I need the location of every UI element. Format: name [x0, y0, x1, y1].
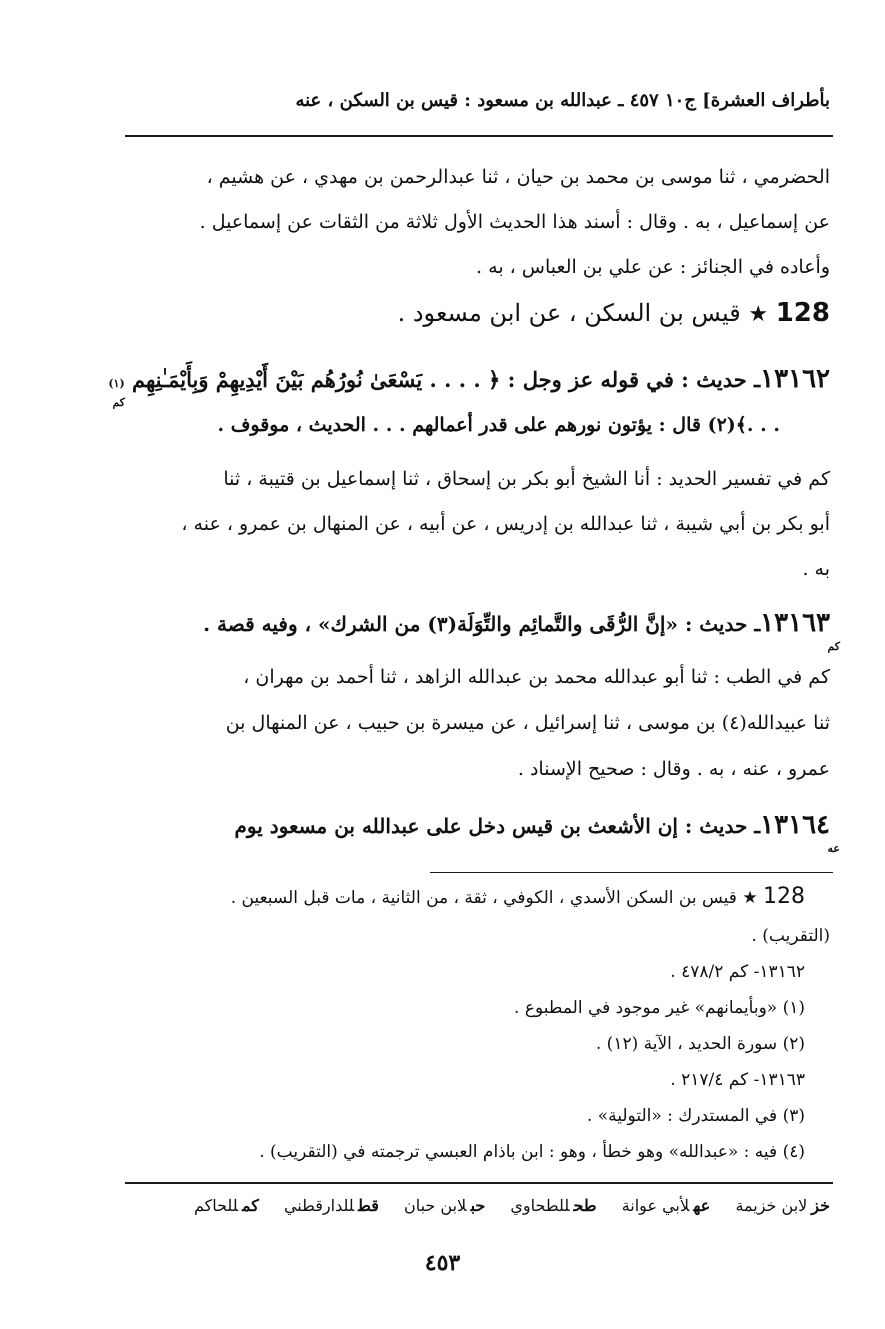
- body-line: ثنا عبيدالله(٤) بن موسى ، ثنا إسرائيل ، عن ميسرة بن حبيب ، عن المنهال بن: [225, 712, 830, 734]
- source-tag: كم: [112, 396, 125, 409]
- body-line: به .: [802, 558, 830, 580]
- page-number: ٤٥٣: [424, 1250, 461, 1276]
- section-title: قيس بن السكن ، عن ابن مسعود .: [397, 299, 741, 327]
- hadith-number: ١٣١٦٢: [760, 364, 830, 394]
- hadith-heading: [203, 610, 830, 636]
- body-line: عن إسماعيل ، به . وقال : أسند هذا الحديث الأول ثلاثة من الثقات عن إسماعيل .: [199, 211, 830, 233]
- source-tag: كم: [827, 640, 840, 653]
- hadith-text: ـ حديث : في قوله عز وجل : ﴿ . . . . يَسْعَىٰ نُورُهُم بَيْنَ أَيْدِيهِمْ وَبِأَيْمَـٰنِهِم: [131, 367, 761, 392]
- abbreviation-item: عهلأبي عوانة: [621, 1196, 711, 1215]
- body-line: كم في الطب : ثنا أبو عبدالله محمد بن عبدالله الزاهد ، ثنا أحمد بن مهران ،: [243, 666, 830, 688]
- abbreviation-item: طحللطحاوي: [510, 1196, 597, 1215]
- abbreviation-key: [174, 1196, 830, 1215]
- abbreviation-item: خزلابن خزيمة: [735, 1196, 830, 1215]
- running-header: بأطراف العشرة] ج١٠ ٤٥٧ ـ عبدالله بن مسعود : قيس بن السكن ، عنه: [295, 90, 830, 111]
- footnote-line: (١) «وبأيمانهم» غير موجود في المطبوع .: [514, 998, 805, 1018]
- star-icon: ★: [748, 302, 769, 327]
- hadith-heading: [108, 366, 830, 392]
- footnote-line: (٣) في المستدرك : «التولية» .: [586, 1106, 805, 1126]
- hadith-text: . . .﴾(٢) قال : يؤتون نورهم على قدر أعمالهم . . . الحديث ، موقوف .: [217, 414, 780, 436]
- footnote-text: قيس بن السكن الأسدي ، الكوفي ، ثقة ، من الثانية ، مات قبل السبعين .: [230, 888, 737, 908]
- footnote-marker: (١): [108, 377, 125, 390]
- body-line: الحضرمي ، ثنا موسى بن محمد بن حيان ، ثنا عبدالرحمن بن مهدي ، عن هشيم ،: [206, 166, 830, 188]
- hadith-number: ١٣١٦٣: [760, 608, 830, 638]
- hadith-text: ـ حديث : «إنَّ الرُّقَى والتَّمائِم والتِّوَلَة(٣) من الشرك» ، وفيه قصة .: [203, 612, 761, 636]
- section-number: 128: [775, 298, 830, 328]
- footnote-line: ١٣١٦٢- كم ٤٧٨/٢ .: [670, 962, 805, 982]
- hadith-text: ـ حديث : إن الأشعث بن قيس دخل على عبدالله بن مسعود يوم: [234, 814, 761, 838]
- abbreviation-item: حبلابن حبان: [403, 1196, 486, 1215]
- hadith-number: ١٣١٦٤: [760, 810, 830, 840]
- footnote-line: [231, 886, 805, 908]
- hadith-heading: [235, 812, 830, 838]
- footnote-rule: [430, 872, 833, 873]
- abbreviation-item: كمللحاكم: [193, 1196, 259, 1215]
- body-line: وأعاده في الجنائز : عن علي بن العباس ، به .: [476, 256, 830, 278]
- header-rule: [125, 135, 833, 137]
- footnote-line: (٤) فيه : «عبدالله» وهو خطأ ، وهو : ابن باذام العبسي ترجمته في (التقريب) .: [259, 1142, 805, 1162]
- source-tag: عه: [827, 842, 840, 855]
- footnote-line: (التقريب) .: [751, 926, 830, 946]
- section-heading: [398, 300, 830, 326]
- star-icon: ★: [742, 888, 758, 908]
- body-line: كم في تفسير الحديد : أنا الشيخ أبو بكر بن إسحاق ، ثنا إسماعيل بن قتيبة ، ثنا: [223, 468, 830, 490]
- body-line: أبو بكر بن أبي شيبة ، ثنا عبدالله بن إدريس ، عن أبيه ، عن المنهال بن عمرو ، عنه ،: [181, 513, 830, 535]
- footer-rule: [125, 1182, 833, 1184]
- footnote-section-number: 128: [763, 884, 805, 909]
- footnote-line: ١٣١٦٣- كم ٢١٧/٤ .: [670, 1070, 805, 1090]
- footnote-line: (٢) سورة الحديد ، الآية (١٢) .: [595, 1034, 805, 1054]
- body-line: عمرو ، عنه ، به . وقال : صحيح الإسناد .: [517, 758, 830, 780]
- abbreviation-item: قطللدارقطني: [283, 1196, 379, 1215]
